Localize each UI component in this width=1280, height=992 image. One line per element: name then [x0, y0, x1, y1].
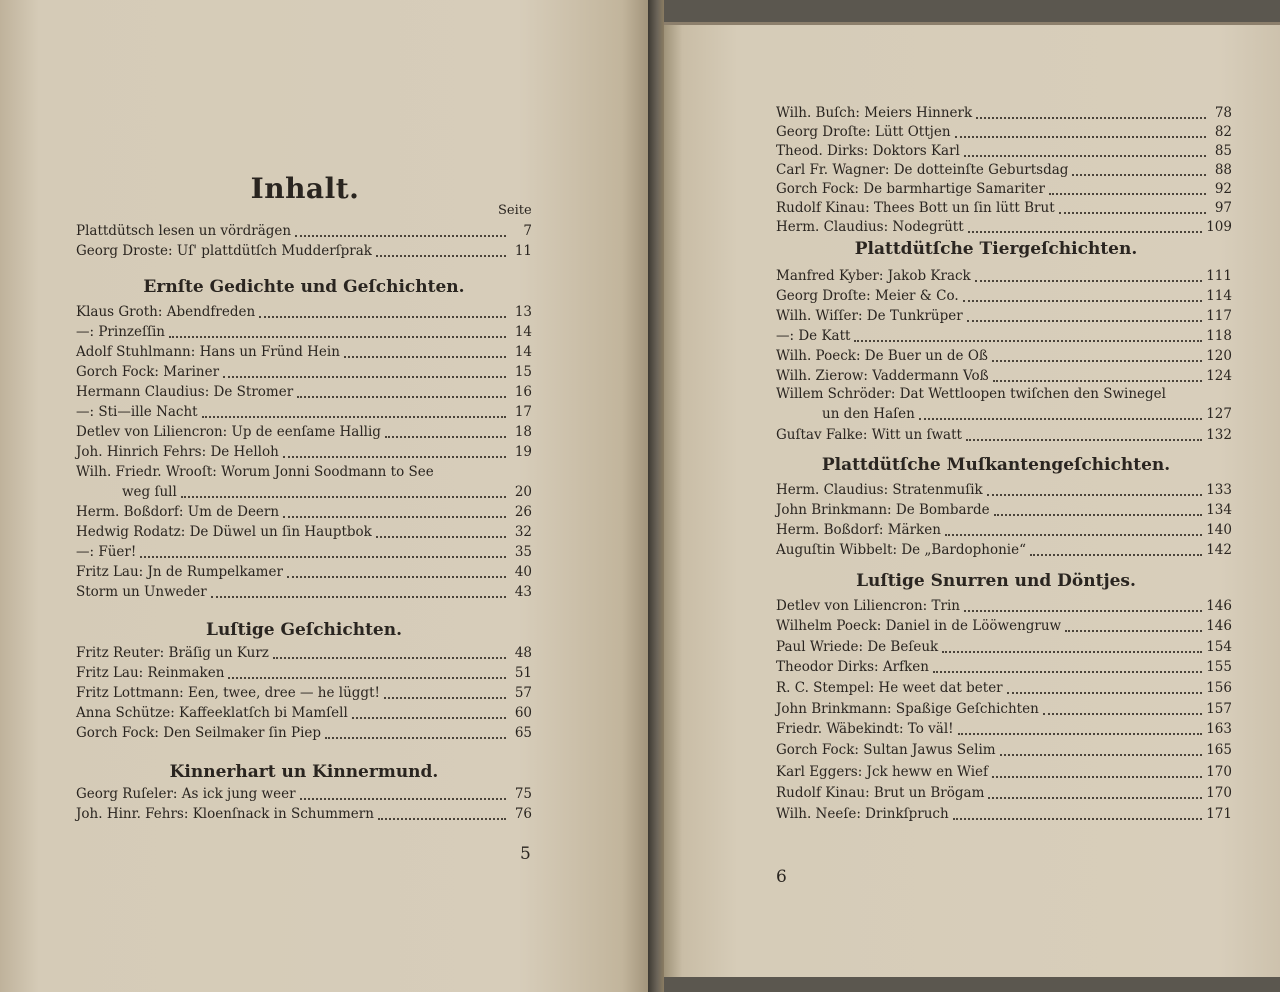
section-heading: Plattdütſche Muſkantengeſchichten. [821, 455, 1171, 475]
toc-entry: Wilh. Zierow: Vaddermann Voß 124 [776, 368, 1232, 384]
right-page [664, 22, 1280, 977]
column-label-seite: Seite [498, 203, 532, 218]
toc-entry: Herm. Boßdorf: Um de Deern 26 [76, 504, 532, 520]
toc-entry: Klaus Groth: Abendfreden 13 [76, 304, 532, 320]
section-heading: Kinnerhart un Kinnermund. [169, 762, 439, 782]
toc-entry: Storm un Unweder 43 [76, 584, 532, 600]
toc-entry: Hedwig Rodatz: De Düwel un ſin Hauptbok 32 [76, 524, 532, 540]
toc-entry: Wilh. Friedr. Wrooſt: Worum Jonni Soodmann to See [76, 464, 434, 480]
toc-entry: Fritz Reuter: Bräſig un Kurz 48 [76, 645, 532, 661]
toc-entry: Rudolf Kinau: Thees Bott un ſin lütt Brut 97 [776, 200, 1232, 216]
toc-entry: Wilh. Poeck: De Buer un de Oß 120 [776, 348, 1232, 364]
toc-entry: Gorch Fock: Den Seilmaker ſin Piep 65 [76, 725, 532, 741]
toc-entry: Wilhelm Poeck: Daniel in de Lööwengruw 146 [776, 618, 1232, 634]
section-heading: Plattdütſche Tiergeſchichten. [854, 239, 1138, 259]
toc-entry: Herm. Claudius: Stratenmuſik 133 [776, 482, 1232, 498]
toc-entry: Theod. Dirks: Doktors Karl 85 [776, 143, 1232, 159]
toc-entry: Detlev von Liliencron: Trin 146 [776, 598, 1232, 614]
section-heading: Luſtige Snurren und Döntjes. [856, 571, 1136, 591]
toc-entry: Guſtav Falke: Witt un ſwatt 132 [776, 427, 1232, 443]
toc-entry: Willem Schröder: Dat Wettloopen twiſchen den Swinegel [776, 386, 1166, 402]
toc-entry: Georg Ruſeler: As ick jung weer 75 [76, 786, 532, 802]
toc-entry: John Brinkmann: De Bombarde 134 [776, 502, 1232, 518]
toc-entry: John Brinkmann: Spaßige Geſchichten 157 [776, 701, 1232, 717]
toc-entry: —: Füer! 35 [76, 544, 532, 560]
toc-entry: R. C. Stempel: He weet dat beter 156 [776, 680, 1232, 696]
toc-entry: Hermann Claudius: De Stromer 16 [76, 384, 532, 400]
toc-entry: Herm. Boßdorf: Märken 140 [776, 522, 1232, 538]
section-heading: Luſtige Geſchichten. [205, 620, 403, 640]
toc-entry: Wilh. Buſch: Meiers Hinnerk 78 [776, 105, 1232, 121]
page-number: 5 [520, 844, 531, 864]
toc-entry: Georg Droste: Uſ' plattdütſch Mudderſprak 11 [76, 243, 532, 259]
toc-entry: Georg Droſte: Lütt Ottjen 82 [776, 124, 1232, 140]
toc-entry: Gorch Fock: Mariner 15 [76, 364, 532, 380]
toc-entry: Georg Droſte: Meier & Co. 114 [776, 288, 1232, 304]
toc-entry: —: Sti—ille Nacht 17 [76, 404, 532, 420]
toc-entry: Joh. Hinrich Fehrs: De Helloh 19 [76, 444, 532, 460]
toc-entry: Herm. Claudius: Nodegrütt 109 [776, 219, 1232, 235]
toc-entry: Auguſtin Wibbelt: De „Bardophonie“ 142 [776, 542, 1232, 558]
toc-entry: Rudolf Kinau: Brut un Brögam 170 [776, 785, 1232, 801]
section-heading: Ernſte Gedichte und Geſchichten. [143, 277, 465, 297]
toc-entry: —: Prinzeſſin 14 [76, 324, 532, 340]
page-number: 6 [776, 867, 787, 887]
toc-entry: Gorch Fock: De barmhartige Samariter 92 [776, 181, 1232, 197]
toc-entry: Manfred Kyber: Jakob Krack 111 [776, 268, 1232, 284]
toc-entry: Joh. Hinr. Fehrs: Kloenſnack in Schummern 76 [76, 806, 532, 822]
book-spine-edge [648, 0, 664, 992]
toc-entry: Paul Wriede: De Beſeuk 154 [776, 639, 1232, 655]
page-title: Inhalt. [250, 172, 360, 205]
toc-entry: Plattdütsch lesen un vördrägen 7 [76, 223, 532, 239]
toc-entry: Anna Schütze: Kaffeeklatſch bi Mamſell 60 [76, 705, 532, 721]
toc-entry: Gorch Fock: Sultan Jawus Selim 165 [776, 742, 1232, 758]
toc-entry: Karl Eggers: Jck heww en Wief 170 [776, 764, 1232, 780]
toc-entry: Carl Fr. Wagner: De dotteinſte Geburtsdag 88 [776, 162, 1232, 178]
toc-entry: —: De Katt 118 [776, 328, 1232, 344]
toc-entry: Fritz Lau: Jn de Rumpelkamer 40 [76, 564, 532, 580]
toc-entry: Fritz Lottmann: Een, twee, dree — he lüggt! 57 [76, 685, 532, 701]
toc-entry: Detlev von Liliencron: Up de eenſame Hallig 18 [76, 424, 532, 440]
toc-entry: Wilh. Wiſſer: De Tunkrüper 117 [776, 308, 1232, 324]
toc-entry-continued: un den Haſen 127 [822, 406, 1232, 422]
toc-entry: Theodor Dirks: Arfken 155 [776, 659, 1232, 675]
toc-entry: Friedr. Wäbekindt: To väl! 163 [776, 721, 1232, 737]
toc-entry: Fritz Lau: Reinmaken 51 [76, 665, 532, 681]
toc-entry: Adolf Stuhlmann: Hans un Fründ Hein 14 [76, 344, 532, 360]
toc-entry: Wilh. Neeſe: Drinkſpruch 171 [776, 806, 1232, 822]
toc-entry-continued: weg ſull 20 [122, 484, 532, 500]
